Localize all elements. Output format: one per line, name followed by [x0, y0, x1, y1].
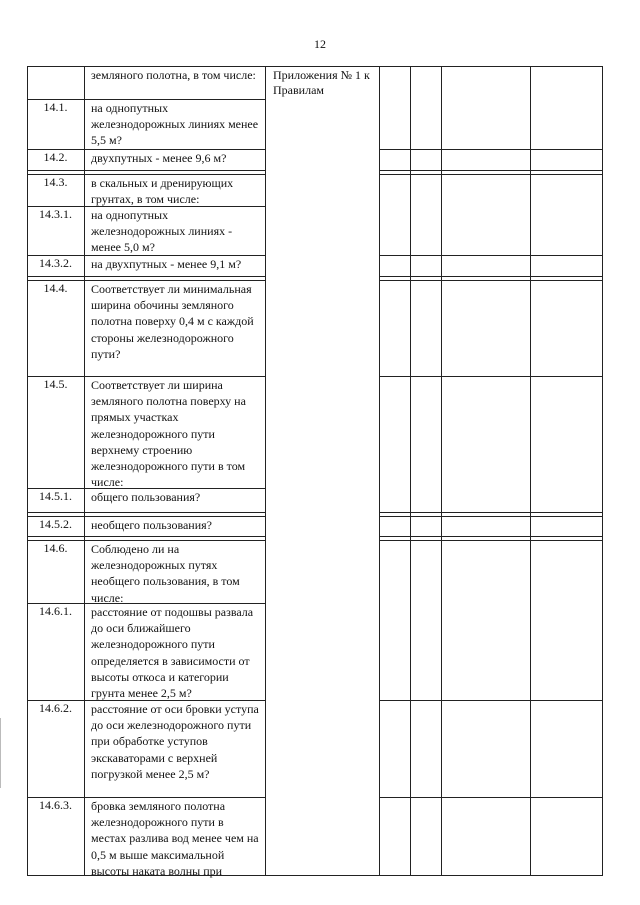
row-divider [379, 174, 603, 175]
reference-cell: Приложения № 1 к Правилам [273, 68, 370, 97]
row-divider [379, 376, 603, 377]
row-divider [379, 540, 603, 541]
row-text: расстояние от оси бровки уступа до оси железнодорожного пути при обработке уступов экскаваторами с верхней погрузкой менее 2,5 м? [91, 702, 259, 781]
row-text: земляного полотна, в том числе: [91, 68, 256, 82]
row-number: 14.3.2. [39, 256, 72, 270]
row-divider [379, 255, 603, 256]
row-number: 14.2. [43, 150, 68, 164]
row-number: 14.5.2. [39, 517, 72, 531]
row-text: общего пользования? [91, 490, 201, 504]
row-divider [379, 280, 603, 281]
row-text: Соответствует ли минимальная ширина обочины земляного полотна поверху 0,4 м с каждой стороны железнодорожного пути? [91, 282, 254, 361]
row-text: Соответствует ли ширина земляного полотна поверху на прямых участках железнодорожного пути верхнему строению железнодорожного пути в том числе: [91, 378, 246, 490]
page-number: 12 [314, 37, 326, 51]
row-text: на однопутных железнодорожных линиях менее 5,5 м? [91, 101, 259, 148]
table-border-right [602, 66, 603, 876]
row-divider [379, 700, 603, 701]
row-divider [379, 149, 603, 150]
checklist-table [27, 66, 603, 876]
row-text: двухпутных - менее 9,6 м? [91, 151, 227, 165]
column-divider [265, 66, 266, 876]
row-number [27, 66, 84, 67]
row-divider [379, 170, 603, 171]
row-number: 14.6. [43, 541, 68, 555]
row-number: 14.6.2. [39, 701, 72, 715]
row-divider [27, 276, 265, 277]
row-number: 14.5.1. [39, 489, 72, 503]
row-text: расстояние от подошвы развала до оси ближайшего железнодорожного пути определяется в зависимости от высоты откоса и категории грунта менее 2,5 м? [91, 605, 254, 701]
row-divider [27, 512, 265, 513]
row-divider [379, 536, 603, 537]
column-divider [410, 66, 411, 876]
row-divider [379, 276, 603, 277]
row-divider [379, 797, 603, 798]
margin-mark [0, 718, 5, 788]
row-text: в скальных и дренирующих грунтах, в том числе: [91, 176, 234, 207]
row-number: 14.6.1. [39, 604, 72, 618]
column-divider [84, 66, 85, 876]
column-divider [530, 66, 531, 876]
row-divider [27, 536, 265, 537]
row-number: 14.3.1. [39, 207, 72, 221]
row-number: 14.1. [43, 100, 68, 114]
row-number: 14.6.3. [39, 798, 72, 812]
row-divider [379, 516, 603, 517]
row-number: 14.5. [43, 377, 68, 391]
row-text: на однопутных железнодорожных линиях - менее 5,0 м? [91, 208, 233, 255]
row-text: необщего пользования? [91, 518, 212, 532]
row-number: 14.4. [43, 281, 68, 295]
row-divider [379, 512, 603, 513]
column-divider [379, 66, 380, 876]
column-divider [441, 66, 442, 876]
row-number: 14.3. [43, 175, 68, 189]
row-text: на двухпутных - менее 9,1 м? [91, 257, 242, 271]
row-divider [27, 170, 265, 171]
row-text: бровка земляного полотна железнодорожного пути в местах разлива вод менее чем на 0,5 м выше максимальной высоты наката волны при [91, 799, 259, 878]
row-text: Соблюдено ли на железнодорожных путях необщего пользования, в том числе: [91, 542, 240, 605]
